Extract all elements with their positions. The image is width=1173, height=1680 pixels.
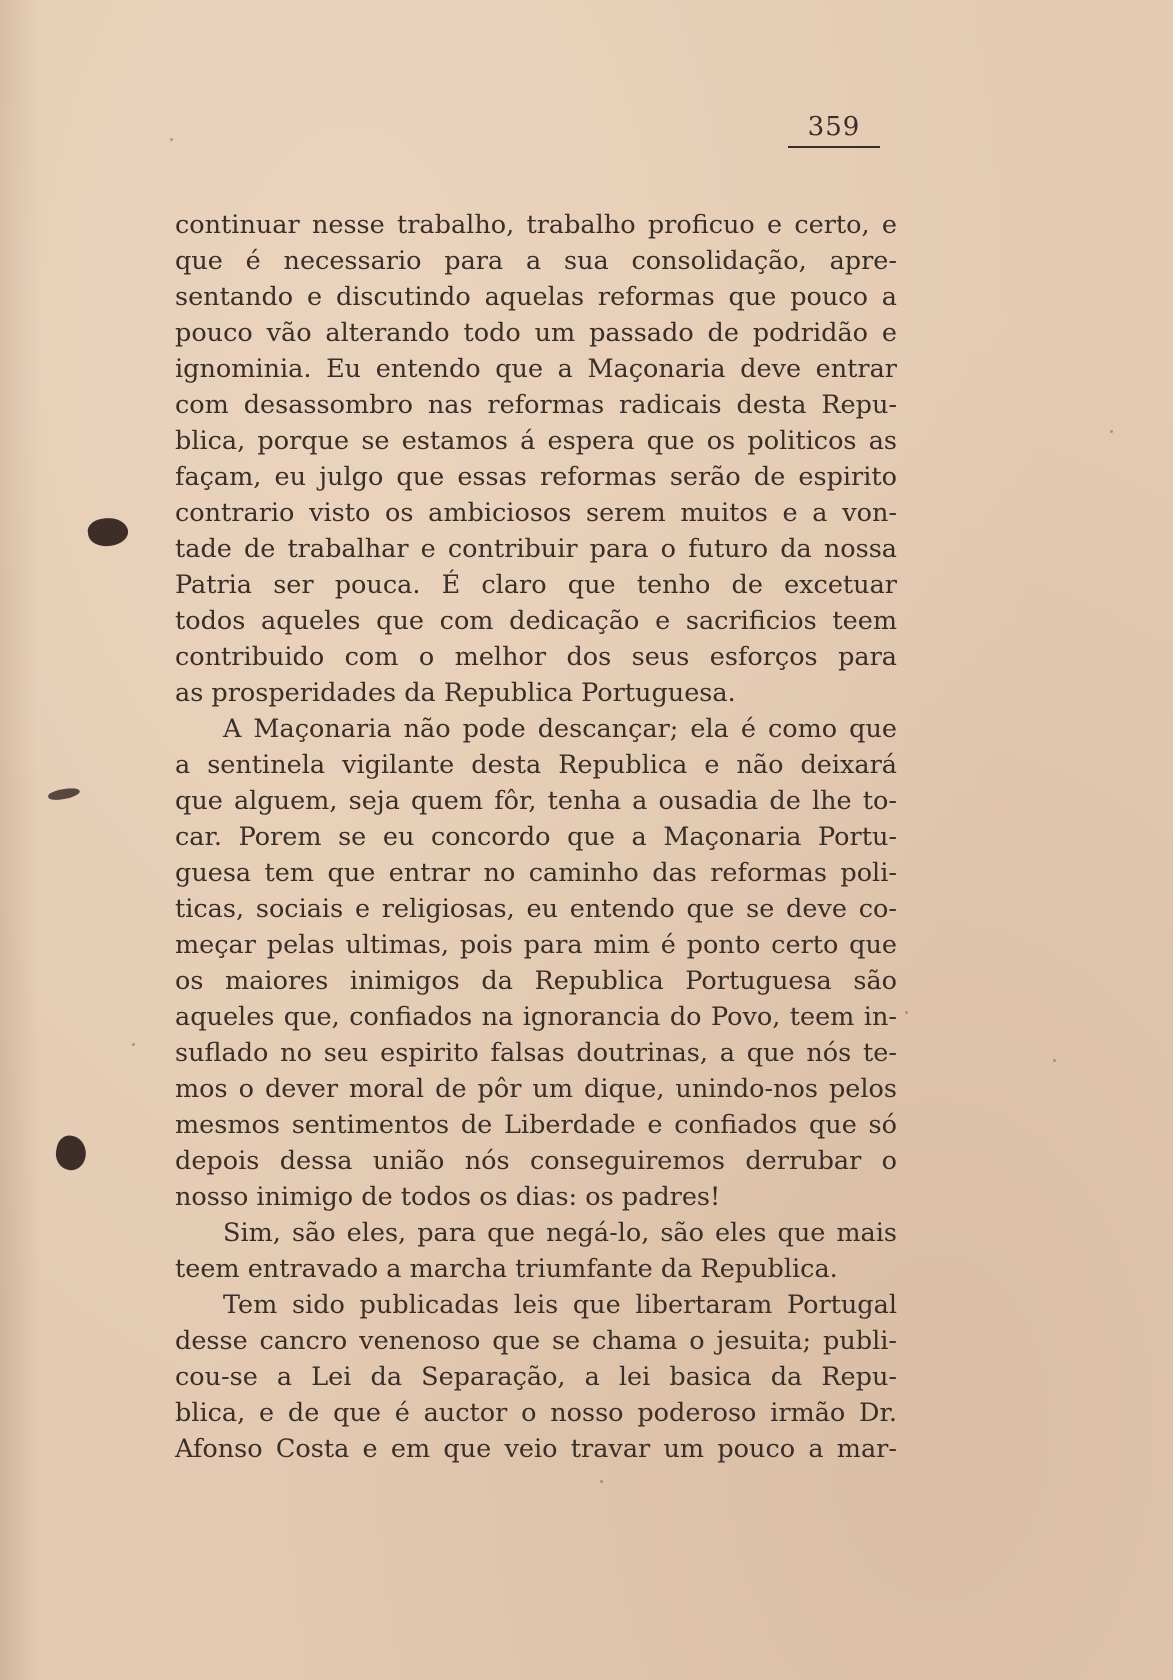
text-line: Afonso Costa e em que veio travar um pouco a mar- <box>175 1434 897 1464</box>
text-line: que é necessario para a sua consolidação, apre- <box>175 246 897 276</box>
paper-speck <box>1053 1059 1056 1062</box>
text-line: com desassombro nas reformas radicais desta Repu- <box>175 390 897 420</box>
ink-blot-mark <box>53 1133 89 1172</box>
text-line: car. Porem se eu concordo que a Maçonaria Portu- <box>175 822 897 852</box>
text-line: tade de trabalhar e contribuir para o futuro da nossa <box>175 534 897 564</box>
ink-blot-mark <box>86 515 130 548</box>
paper-speck <box>905 1011 908 1014</box>
text-line: a sentinela vigilante desta Republica e não deixará <box>175 750 897 780</box>
text-line: todos aqueles que com dedicação e sacrificios teem <box>175 606 897 636</box>
paper-speck <box>170 138 173 141</box>
text-line: as prosperidades da Republica Portuguesa. <box>175 678 736 708</box>
page-number: 359 <box>788 112 880 148</box>
text-line: continuar nesse trabalho, trabalho proficuo e certo, e <box>175 210 897 240</box>
text-line: nosso inimigo de todos os dias: os padres! <box>175 1182 721 1212</box>
text-line: cou-se a Lei da Separação, a lei basica da Repu- <box>175 1362 897 1392</box>
text-line: os maiores inimigos da Republica Portuguesa são <box>175 966 897 996</box>
text-line: guesa tem que entrar no caminho das reformas poli- <box>175 858 897 888</box>
text-line: ticas, sociais e religiosas, eu entendo que se deve co- <box>175 894 897 924</box>
text-line: teem entravado a marcha triumfante da Republica. <box>175 1254 838 1284</box>
text-line: contribuido com o melhor dos seus esforços para <box>175 642 897 672</box>
text-line: blica, e de que é auctor o nosso poderoso irmão Dr. <box>175 1398 897 1428</box>
text-line: suflado no seu espirito falsas doutrinas, a que nós te- <box>175 1038 897 1068</box>
text-line: façam, eu julgo que essas reformas serão de espirito <box>175 462 897 492</box>
text-line: ignominia. Eu entendo que a Maçonaria deve entrar <box>175 354 897 384</box>
text-line: Sim, são eles, para que negá-lo, são eles que mais <box>223 1218 897 1248</box>
text-line: meçar pelas ultimas, pois para mim é ponto certo que <box>175 930 897 960</box>
text-line: Patria ser pouca. É claro que tenho de excetuar <box>175 570 897 600</box>
text-line: Tem sido publicadas leis que libertaram Portugal <box>223 1290 897 1320</box>
text-line: aqueles que, confiados na ignorancia do Povo, teem in- <box>175 1002 897 1032</box>
paper-speck <box>1110 430 1113 433</box>
text-line: contrario visto os ambiciosos serem muitos e a von- <box>175 498 897 528</box>
text-line: A Maçonaria não pode descançar; ela é como que <box>223 714 897 744</box>
body-text <box>175 207 897 1467</box>
text-line: depois dessa união nós conseguiremos derrubar o <box>175 1146 897 1176</box>
text-line: que alguem, seja quem fôr, tenha a ousadia de lhe to- <box>175 786 897 816</box>
paper-speck <box>132 1043 135 1046</box>
text-line: mos o dever moral de pôr um dique, unindo-nos pelos <box>175 1074 897 1104</box>
text-line: desse cancro venenoso que se chama o jesuita; publi- <box>175 1326 897 1356</box>
text-line: pouco vão alterando todo um passado de podridão e <box>175 318 897 348</box>
text-line: mesmos sentimentos de Liberdade e confiados que só <box>175 1110 897 1140</box>
text-line: blica, porque se estamos á espera que os politicos as <box>175 426 897 456</box>
ink-blot-mark <box>47 786 80 802</box>
text-line: sentando e discutindo aquelas reformas que pouco a <box>175 282 897 312</box>
paper-speck <box>600 1480 603 1483</box>
